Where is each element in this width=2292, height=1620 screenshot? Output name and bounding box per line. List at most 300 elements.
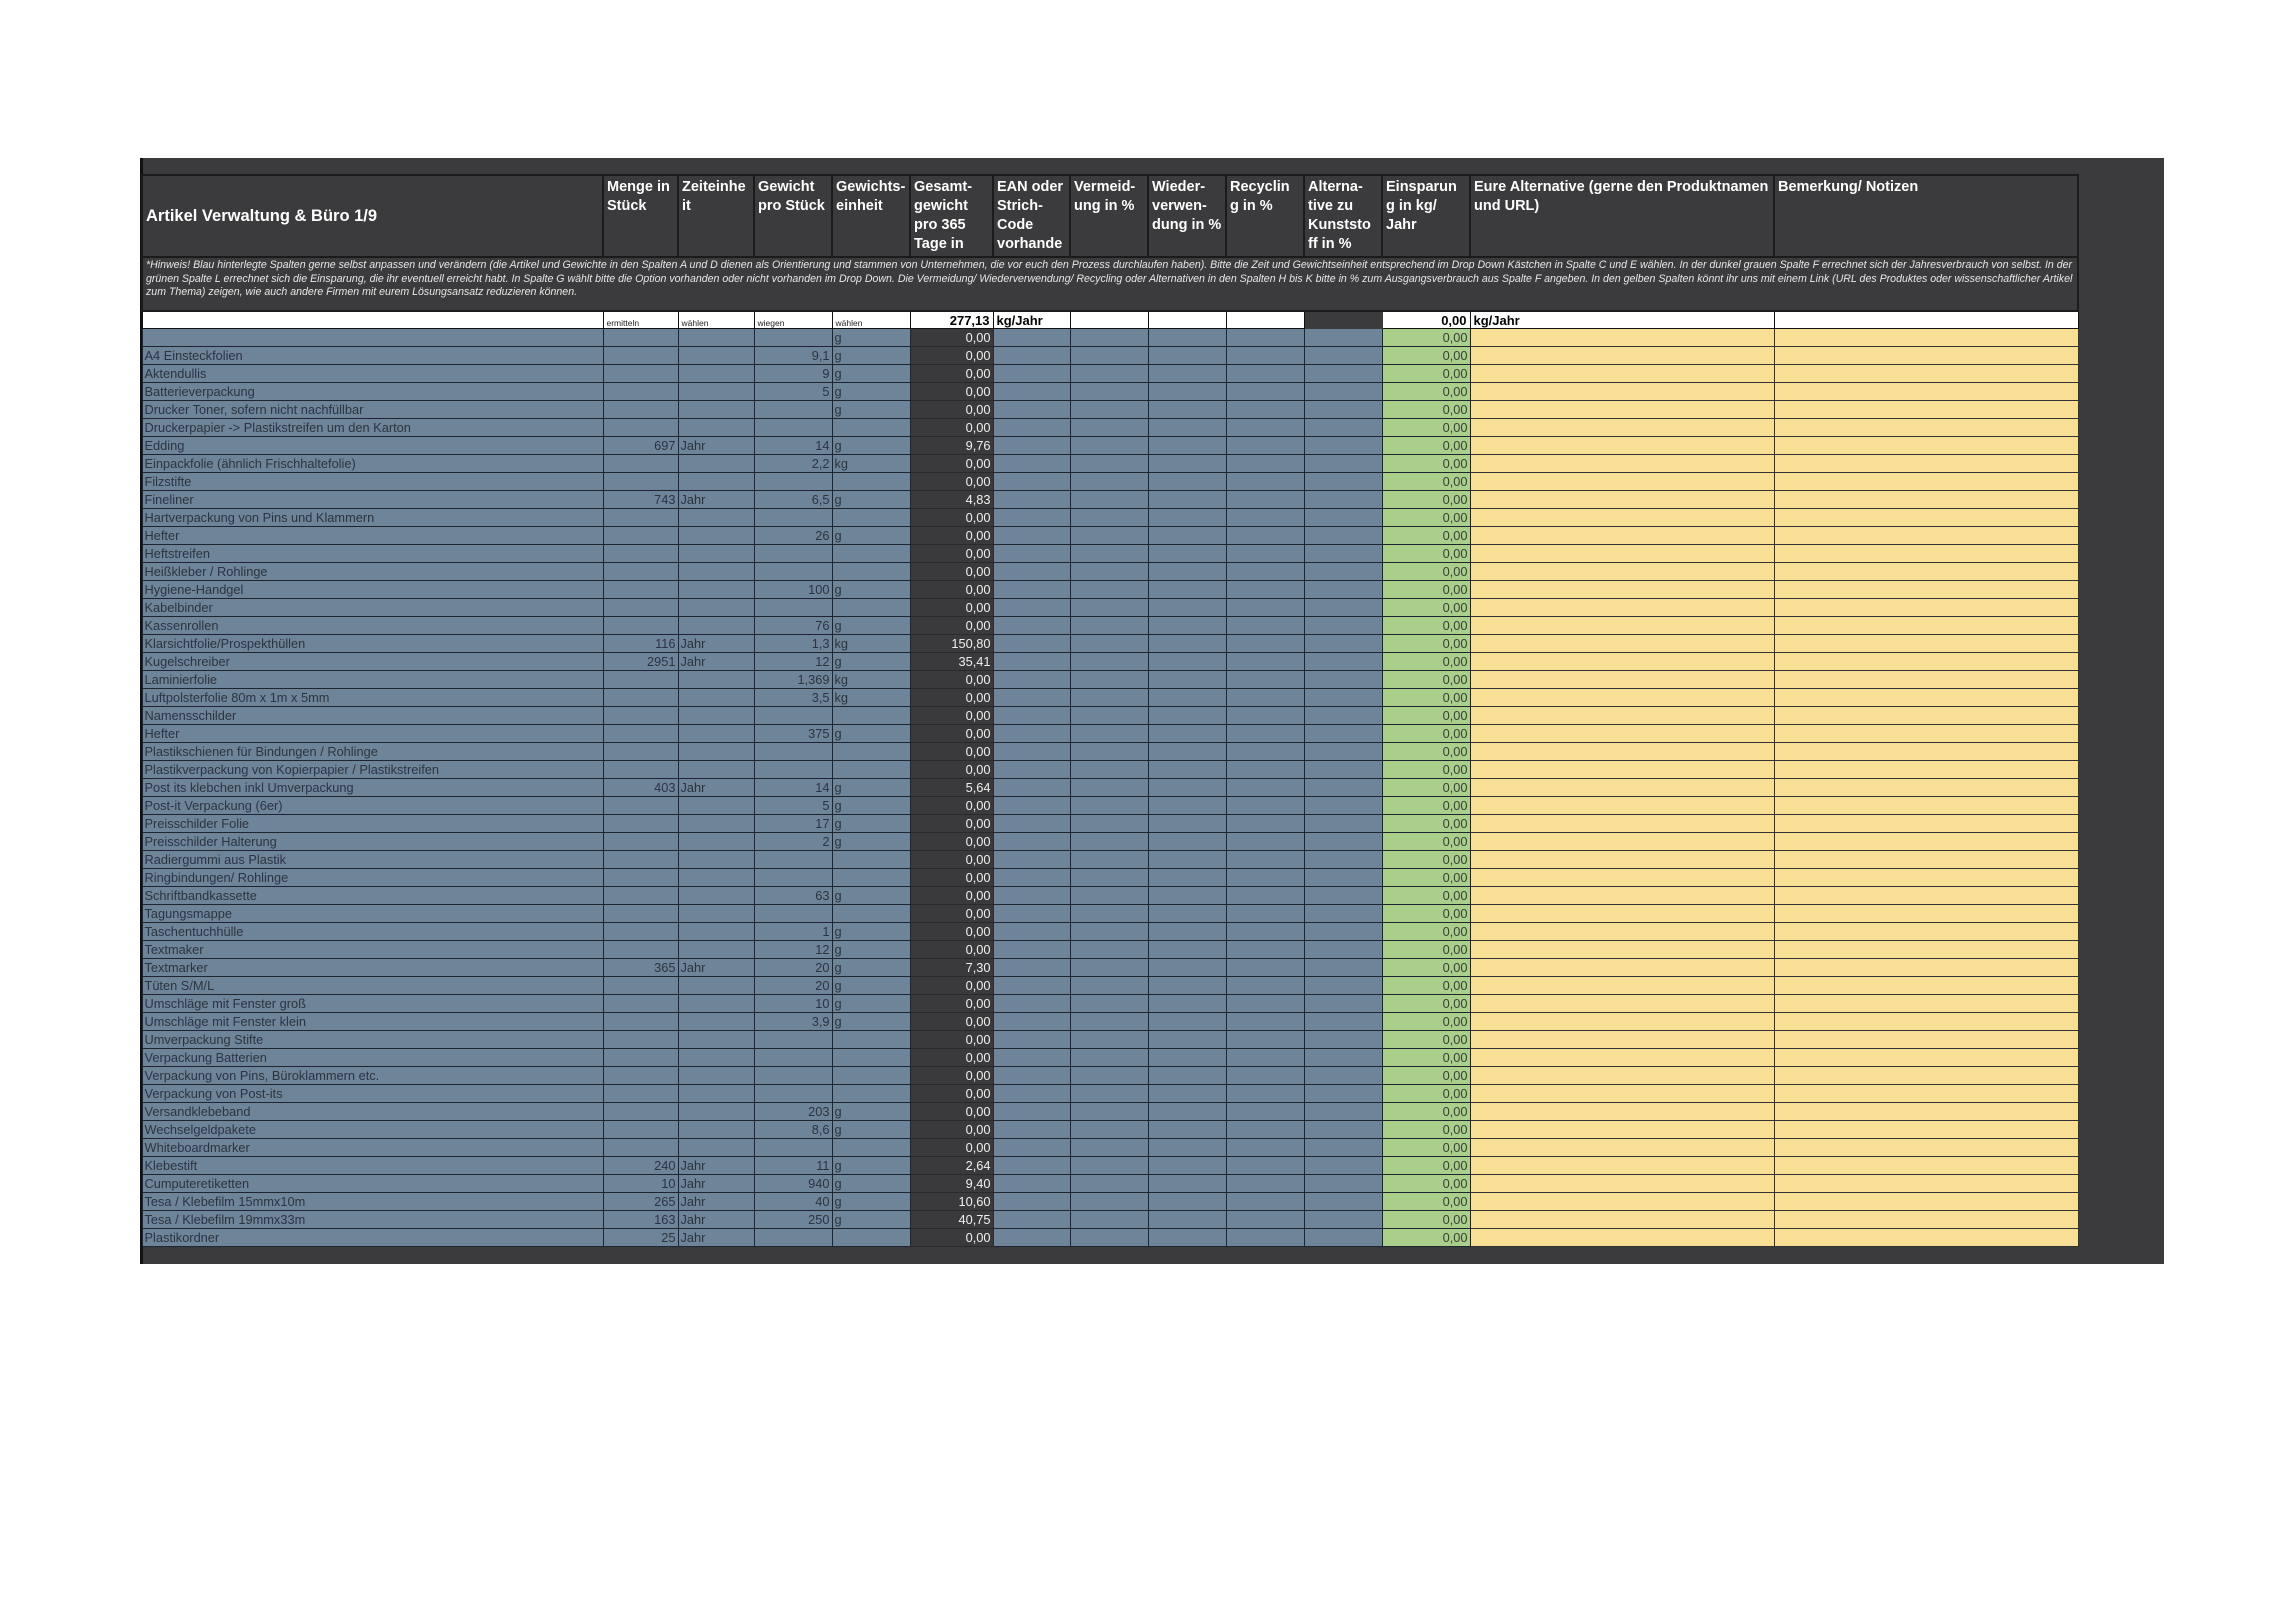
cell-eure-alternative[interactable] (1470, 958, 1774, 976)
cell-gewicht[interactable]: 1,369 (754, 670, 832, 688)
cell-gewichtseinheit[interactable]: g (832, 436, 910, 454)
cell-menge[interactable]: 265 (603, 1192, 678, 1210)
cell-zeiteinheit[interactable] (678, 850, 754, 868)
cell-recycling[interactable] (1226, 922, 1304, 940)
cell-alternative-kunststoff[interactable] (1304, 1174, 1382, 1192)
cell-eure-alternative[interactable] (1470, 616, 1774, 634)
cell-menge[interactable]: 116 (603, 634, 678, 652)
cell-ean[interactable] (993, 922, 1070, 940)
cell-menge[interactable] (603, 796, 678, 814)
cell-vermeidung[interactable] (1070, 1030, 1148, 1048)
cell-menge[interactable] (603, 472, 678, 490)
cell-bemerkung[interactable] (1774, 1048, 2078, 1066)
cell-alternative-kunststoff[interactable] (1304, 670, 1382, 688)
cell-gewicht[interactable] (754, 1066, 832, 1084)
cell-alternative-kunststoff[interactable] (1304, 742, 1382, 760)
cell-artikel[interactable]: Preisschilder Halterung (142, 832, 603, 850)
cell-eure-alternative[interactable] (1470, 1012, 1774, 1030)
cell-gewicht[interactable] (754, 508, 832, 526)
cell-wiederverwendung[interactable] (1148, 1192, 1226, 1210)
cell-eure-alternative[interactable] (1470, 1228, 1774, 1246)
cell-gewichtseinheit[interactable] (832, 562, 910, 580)
cell-vermeidung[interactable] (1070, 382, 1148, 400)
cell-gewicht[interactable]: 76 (754, 616, 832, 634)
cell-zeiteinheit[interactable]: Jahr (678, 1228, 754, 1246)
cell-eure-alternative[interactable] (1470, 1084, 1774, 1102)
cell-gewichtseinheit[interactable]: g (832, 346, 910, 364)
cell-ean[interactable] (993, 832, 1070, 850)
cell-alternative-kunststoff[interactable] (1304, 850, 1382, 868)
cell-artikel[interactable]: Tesa / Klebefilm 19mmx33m (142, 1210, 603, 1228)
cell-bemerkung[interactable] (1774, 1174, 2078, 1192)
cell-recycling[interactable] (1226, 796, 1304, 814)
cell-recycling[interactable] (1226, 868, 1304, 886)
cell-vermeidung[interactable] (1070, 490, 1148, 508)
cell-menge[interactable]: 2951 (603, 652, 678, 670)
cell-gewichtseinheit[interactable] (832, 1030, 910, 1048)
cell-bemerkung[interactable] (1774, 1156, 2078, 1174)
cell-vermeidung[interactable] (1070, 994, 1148, 1012)
cell-zeiteinheit[interactable]: Jahr (678, 1174, 754, 1192)
cell-zeiteinheit[interactable] (678, 472, 754, 490)
cell-bemerkung[interactable] (1774, 976, 2078, 994)
cell-menge[interactable] (603, 940, 678, 958)
cell-alternative-kunststoff[interactable] (1304, 1156, 1382, 1174)
cell-gewicht[interactable]: 100 (754, 580, 832, 598)
cell-alternative-kunststoff[interactable] (1304, 328, 1382, 346)
cell-ean[interactable] (993, 418, 1070, 436)
cell-gewichtseinheit[interactable]: g (832, 814, 910, 832)
cell-menge[interactable] (603, 868, 678, 886)
cell-ean[interactable] (993, 1210, 1070, 1228)
cell-gewicht[interactable] (754, 1228, 832, 1246)
cell-artikel[interactable]: Hygiene-Handgel (142, 580, 603, 598)
cell-alternative-kunststoff[interactable] (1304, 868, 1382, 886)
cell-zeiteinheit[interactable] (678, 562, 754, 580)
cell-gewicht[interactable]: 9,1 (754, 346, 832, 364)
cell-alternative-kunststoff[interactable] (1304, 1048, 1382, 1066)
cell-zeiteinheit[interactable] (678, 940, 754, 958)
cell-artikel[interactable]: Umschläge mit Fenster klein (142, 1012, 603, 1030)
cell-menge[interactable] (603, 508, 678, 526)
cell-bemerkung[interactable] (1774, 508, 2078, 526)
cell-gewichtseinheit[interactable]: g (832, 1192, 910, 1210)
cell-gewicht[interactable]: 20 (754, 958, 832, 976)
cell-zeiteinheit[interactable]: Jahr (678, 1156, 754, 1174)
cell-gewicht[interactable]: 1 (754, 922, 832, 940)
cell-gewichtseinheit[interactable] (832, 706, 910, 724)
cell-vermeidung[interactable] (1070, 580, 1148, 598)
cell-alternative-kunststoff[interactable] (1304, 616, 1382, 634)
cell-gewicht[interactable]: 40 (754, 1192, 832, 1210)
cell-vermeidung[interactable] (1070, 616, 1148, 634)
cell-wiederverwendung[interactable] (1148, 1102, 1226, 1120)
cell-artikel[interactable]: Plastikschienen für Bindungen / Rohlinge (142, 742, 603, 760)
cell-artikel[interactable]: Taschentuchhülle (142, 922, 603, 940)
cell-wiederverwendung[interactable] (1148, 1066, 1226, 1084)
cell-zeiteinheit[interactable] (678, 1030, 754, 1048)
cell-recycling[interactable] (1226, 1192, 1304, 1210)
cell-wiederverwendung[interactable] (1148, 364, 1226, 382)
cell-artikel[interactable]: Tesa / Klebefilm 15mmx10m (142, 1192, 603, 1210)
cell-vermeidung[interactable] (1070, 1048, 1148, 1066)
cell-alternative-kunststoff[interactable] (1304, 904, 1382, 922)
cell-artikel[interactable]: Edding (142, 436, 603, 454)
cell-recycling[interactable] (1226, 1228, 1304, 1246)
cell-ean[interactable] (993, 1138, 1070, 1156)
cell-menge[interactable] (603, 706, 678, 724)
cell-vermeidung[interactable] (1070, 454, 1148, 472)
cell-gewichtseinheit[interactable]: g (832, 796, 910, 814)
cell-wiederverwendung[interactable] (1148, 868, 1226, 886)
cell-gewichtseinheit[interactable]: g (832, 778, 910, 796)
cell-recycling[interactable] (1226, 472, 1304, 490)
cell-zeiteinheit[interactable]: Jahr (678, 778, 754, 796)
cell-ean[interactable] (993, 544, 1070, 562)
cell-recycling[interactable] (1226, 1084, 1304, 1102)
cell-vermeidung[interactable] (1070, 1156, 1148, 1174)
cell-vermeidung[interactable] (1070, 670, 1148, 688)
cell-artikel[interactable]: Verpackung von Post-its (142, 1084, 603, 1102)
cell-recycling[interactable] (1226, 814, 1304, 832)
cell-zeiteinheit[interactable]: Jahr (678, 436, 754, 454)
cell-ean[interactable] (993, 454, 1070, 472)
cell-ean[interactable] (993, 850, 1070, 868)
cell-wiederverwendung[interactable] (1148, 670, 1226, 688)
cell-ean[interactable] (993, 706, 1070, 724)
cell-wiederverwendung[interactable] (1148, 346, 1226, 364)
cell-artikel[interactable]: Umschläge mit Fenster groß (142, 994, 603, 1012)
cell-alternative-kunststoff[interactable] (1304, 1210, 1382, 1228)
cell-gewicht[interactable]: 3,5 (754, 688, 832, 706)
cell-wiederverwendung[interactable] (1148, 1012, 1226, 1030)
cell-recycling[interactable] (1226, 1138, 1304, 1156)
cell-eure-alternative[interactable] (1470, 1102, 1774, 1120)
cell-artikel[interactable]: Textmaker (142, 940, 603, 958)
cell-gewichtseinheit[interactable]: g (832, 400, 910, 418)
cell-gewicht[interactable] (754, 868, 832, 886)
cell-alternative-kunststoff[interactable] (1304, 1012, 1382, 1030)
cell-eure-alternative[interactable] (1470, 418, 1774, 436)
cell-ean[interactable] (993, 1102, 1070, 1120)
cell-menge[interactable] (603, 400, 678, 418)
cell-eure-alternative[interactable] (1470, 472, 1774, 490)
cell-eure-alternative[interactable] (1470, 1048, 1774, 1066)
cell-gewichtseinheit[interactable]: g (832, 616, 910, 634)
cell-vermeidung[interactable] (1070, 1210, 1148, 1228)
cell-bemerkung[interactable] (1774, 400, 2078, 418)
cell-menge[interactable] (603, 562, 678, 580)
cell-ean[interactable] (993, 346, 1070, 364)
cell-gewichtseinheit[interactable] (832, 598, 910, 616)
cell-menge[interactable]: 240 (603, 1156, 678, 1174)
cell-alternative-kunststoff[interactable] (1304, 364, 1382, 382)
cell-alternative-kunststoff[interactable] (1304, 940, 1382, 958)
cell-menge[interactable] (603, 670, 678, 688)
cell-bemerkung[interactable] (1774, 688, 2078, 706)
cell-wiederverwendung[interactable] (1148, 976, 1226, 994)
cell-ean[interactable] (993, 1012, 1070, 1030)
cell-bemerkung[interactable] (1774, 868, 2078, 886)
cell-recycling[interactable] (1226, 364, 1304, 382)
cell-gewichtseinheit[interactable]: g (832, 958, 910, 976)
cell-vermeidung[interactable] (1070, 1192, 1148, 1210)
cell-alternative-kunststoff[interactable] (1304, 1030, 1382, 1048)
cell-bemerkung[interactable] (1774, 454, 2078, 472)
cell-gewicht[interactable]: 11 (754, 1156, 832, 1174)
cell-gewichtseinheit[interactable]: kg (832, 688, 910, 706)
cell-eure-alternative[interactable] (1470, 850, 1774, 868)
cell-menge[interactable] (603, 526, 678, 544)
cell-alternative-kunststoff[interactable] (1304, 760, 1382, 778)
cell-vermeidung[interactable] (1070, 652, 1148, 670)
cell-gewicht[interactable] (754, 418, 832, 436)
cell-ean[interactable] (993, 760, 1070, 778)
cell-gewichtseinheit[interactable]: g (832, 1120, 910, 1138)
cell-vermeidung[interactable] (1070, 1084, 1148, 1102)
cell-alternative-kunststoff[interactable] (1304, 922, 1382, 940)
cell-zeiteinheit[interactable] (678, 976, 754, 994)
cell-vermeidung[interactable] (1070, 814, 1148, 832)
cell-wiederverwendung[interactable] (1148, 652, 1226, 670)
cell-gewichtseinheit[interactable]: g (832, 1156, 910, 1174)
cell-menge[interactable] (603, 1048, 678, 1066)
cell-artikel[interactable]: Namensschilder (142, 706, 603, 724)
cell-vermeidung[interactable] (1070, 688, 1148, 706)
cell-eure-alternative[interactable] (1470, 1066, 1774, 1084)
cell-vermeidung[interactable] (1070, 526, 1148, 544)
cell-wiederverwendung[interactable] (1148, 1138, 1226, 1156)
cell-artikel[interactable]: Kassenrollen (142, 616, 603, 634)
cell-artikel[interactable]: Fineliner (142, 490, 603, 508)
cell-bemerkung[interactable] (1774, 526, 2078, 544)
cell-eure-alternative[interactable] (1470, 832, 1774, 850)
cell-wiederverwendung[interactable] (1148, 832, 1226, 850)
cell-ean[interactable] (993, 652, 1070, 670)
cell-bemerkung[interactable] (1774, 1066, 2078, 1084)
cell-menge[interactable] (603, 742, 678, 760)
cell-gewicht[interactable]: 12 (754, 652, 832, 670)
cell-artikel[interactable]: Umverpackung Stifte (142, 1030, 603, 1048)
cell-zeiteinheit[interactable] (678, 724, 754, 742)
cell-zeiteinheit[interactable] (678, 328, 754, 346)
cell-alternative-kunststoff[interactable] (1304, 418, 1382, 436)
cell-gewichtseinheit[interactable]: kg (832, 634, 910, 652)
cell-recycling[interactable] (1226, 940, 1304, 958)
cell-recycling[interactable] (1226, 1156, 1304, 1174)
cell-wiederverwendung[interactable] (1148, 1030, 1226, 1048)
cell-zeiteinheit[interactable] (678, 616, 754, 634)
cell-bemerkung[interactable] (1774, 562, 2078, 580)
cell-wiederverwendung[interactable] (1148, 598, 1226, 616)
cell-recycling[interactable] (1226, 832, 1304, 850)
cell-alternative-kunststoff[interactable] (1304, 598, 1382, 616)
cell-wiederverwendung[interactable] (1148, 724, 1226, 742)
cell-zeiteinheit[interactable] (678, 742, 754, 760)
cell-zeiteinheit[interactable] (678, 382, 754, 400)
cell-eure-alternative[interactable] (1470, 1210, 1774, 1228)
cell-eure-alternative[interactable] (1470, 742, 1774, 760)
cell-recycling[interactable] (1226, 490, 1304, 508)
cell-menge[interactable] (603, 760, 678, 778)
cell-zeiteinheit[interactable]: Jahr (678, 634, 754, 652)
cell-bemerkung[interactable] (1774, 922, 2078, 940)
cell-recycling[interactable] (1226, 652, 1304, 670)
cell-eure-alternative[interactable] (1470, 1174, 1774, 1192)
cell-vermeidung[interactable] (1070, 436, 1148, 454)
cell-wiederverwendung[interactable] (1148, 742, 1226, 760)
cell-ean[interactable] (993, 400, 1070, 418)
cell-gewichtseinheit[interactable]: g (832, 1210, 910, 1228)
cell-ean[interactable] (993, 616, 1070, 634)
cell-artikel[interactable]: Filzstifte (142, 472, 603, 490)
cell-ean[interactable] (993, 1228, 1070, 1246)
cell-menge[interactable] (603, 994, 678, 1012)
cell-alternative-kunststoff[interactable] (1304, 490, 1382, 508)
cell-recycling[interactable] (1226, 742, 1304, 760)
cell-ean[interactable] (993, 328, 1070, 346)
cell-alternative-kunststoff[interactable] (1304, 382, 1382, 400)
cell-recycling[interactable] (1226, 508, 1304, 526)
cell-bemerkung[interactable] (1774, 742, 2078, 760)
cell-recycling[interactable] (1226, 1210, 1304, 1228)
cell-gewicht[interactable] (754, 1030, 832, 1048)
cell-wiederverwendung[interactable] (1148, 472, 1226, 490)
cell-zeiteinheit[interactable]: Jahr (678, 1192, 754, 1210)
cell-alternative-kunststoff[interactable] (1304, 544, 1382, 562)
cell-bemerkung[interactable] (1774, 814, 2078, 832)
cell-vermeidung[interactable] (1070, 886, 1148, 904)
cell-gewicht[interactable] (754, 904, 832, 922)
cell-eure-alternative[interactable] (1470, 598, 1774, 616)
cell-menge[interactable] (603, 1030, 678, 1048)
cell-wiederverwendung[interactable] (1148, 382, 1226, 400)
cell-zeiteinheit[interactable] (678, 364, 754, 382)
cell-bemerkung[interactable] (1774, 634, 2078, 652)
cell-eure-alternative[interactable] (1470, 796, 1774, 814)
cell-bemerkung[interactable] (1774, 760, 2078, 778)
cell-zeiteinheit[interactable] (678, 1048, 754, 1066)
cell-gewichtseinheit[interactable]: g (832, 886, 910, 904)
cell-alternative-kunststoff[interactable] (1304, 832, 1382, 850)
cell-artikel[interactable]: Hefter (142, 526, 603, 544)
cell-recycling[interactable] (1226, 1030, 1304, 1048)
cell-artikel[interactable]: Druckerpapier -> Plastikstreifen um den Karton (142, 418, 603, 436)
cell-ean[interactable] (993, 436, 1070, 454)
cell-eure-alternative[interactable] (1470, 994, 1774, 1012)
cell-gewicht[interactable]: 250 (754, 1210, 832, 1228)
cell-artikel[interactable]: Hartverpackung von Pins und Klammern (142, 508, 603, 526)
cell-wiederverwendung[interactable] (1148, 1228, 1226, 1246)
cell-bemerkung[interactable] (1774, 616, 2078, 634)
cell-gewicht[interactable]: 12 (754, 940, 832, 958)
cell-wiederverwendung[interactable] (1148, 580, 1226, 598)
cell-gewichtseinheit[interactable]: g (832, 526, 910, 544)
cell-vermeidung[interactable] (1070, 742, 1148, 760)
cell-wiederverwendung[interactable] (1148, 796, 1226, 814)
cell-zeiteinheit[interactable]: Jahr (678, 490, 754, 508)
cell-gewichtseinheit[interactable] (832, 850, 910, 868)
cell-gewichtseinheit[interactable] (832, 418, 910, 436)
cell-alternative-kunststoff[interactable] (1304, 886, 1382, 904)
cell-recycling[interactable] (1226, 760, 1304, 778)
cell-ean[interactable] (993, 382, 1070, 400)
cell-wiederverwendung[interactable] (1148, 400, 1226, 418)
cell-vermeidung[interactable] (1070, 1138, 1148, 1156)
cell-gewichtseinheit[interactable] (832, 742, 910, 760)
cell-bemerkung[interactable] (1774, 670, 2078, 688)
cell-zeiteinheit[interactable] (678, 994, 754, 1012)
cell-eure-alternative[interactable] (1470, 1030, 1774, 1048)
cell-artikel[interactable]: Drucker Toner, sofern nicht nachfüllbar (142, 400, 603, 418)
cell-artikel[interactable]: Schriftbandkassette (142, 886, 603, 904)
cell-eure-alternative[interactable] (1470, 490, 1774, 508)
cell-recycling[interactable] (1226, 400, 1304, 418)
cell-vermeidung[interactable] (1070, 634, 1148, 652)
cell-recycling[interactable] (1226, 688, 1304, 706)
cell-recycling[interactable] (1226, 1102, 1304, 1120)
cell-alternative-kunststoff[interactable] (1304, 1102, 1382, 1120)
cell-artikel[interactable]: Tagungsmappe (142, 904, 603, 922)
cell-recycling[interactable] (1226, 562, 1304, 580)
cell-vermeidung[interactable] (1070, 958, 1148, 976)
cell-recycling[interactable] (1226, 976, 1304, 994)
cell-ean[interactable] (993, 1192, 1070, 1210)
cell-artikel[interactable]: Heftstreifen (142, 544, 603, 562)
cell-bemerkung[interactable] (1774, 364, 2078, 382)
cell-zeiteinheit[interactable] (678, 688, 754, 706)
cell-wiederverwendung[interactable] (1148, 922, 1226, 940)
cell-gewicht[interactable]: 26 (754, 526, 832, 544)
cell-alternative-kunststoff[interactable] (1304, 346, 1382, 364)
cell-eure-alternative[interactable] (1470, 544, 1774, 562)
cell-bemerkung[interactable] (1774, 1012, 2078, 1030)
cell-eure-alternative[interactable] (1470, 922, 1774, 940)
cell-menge[interactable]: 403 (603, 778, 678, 796)
cell-ean[interactable] (993, 508, 1070, 526)
cell-gewichtseinheit[interactable]: g (832, 1174, 910, 1192)
cell-zeiteinheit[interactable] (678, 1102, 754, 1120)
cell-wiederverwendung[interactable] (1148, 634, 1226, 652)
cell-wiederverwendung[interactable] (1148, 1048, 1226, 1066)
cell-zeiteinheit[interactable] (678, 814, 754, 832)
cell-eure-alternative[interactable] (1470, 652, 1774, 670)
cell-vermeidung[interactable] (1070, 364, 1148, 382)
cell-gewichtseinheit[interactable] (832, 904, 910, 922)
cell-zeiteinheit[interactable] (678, 1138, 754, 1156)
cell-ean[interactable] (993, 940, 1070, 958)
cell-ean[interactable] (993, 742, 1070, 760)
cell-menge[interactable] (603, 328, 678, 346)
cell-recycling[interactable] (1226, 706, 1304, 724)
cell-menge[interactable] (603, 886, 678, 904)
cell-gewichtseinheit[interactable]: g (832, 382, 910, 400)
cell-artikel[interactable]: Hefter (142, 724, 603, 742)
cell-zeiteinheit[interactable] (678, 760, 754, 778)
cell-ean[interactable] (993, 1030, 1070, 1048)
cell-zeiteinheit[interactable] (678, 346, 754, 364)
cell-gewichtseinheit[interactable]: kg (832, 670, 910, 688)
cell-artikel[interactable]: Luftpolsterfolie 80m x 1m x 5mm (142, 688, 603, 706)
cell-vermeidung[interactable] (1070, 850, 1148, 868)
cell-ean[interactable] (993, 1120, 1070, 1138)
cell-zeiteinheit[interactable] (678, 544, 754, 562)
cell-artikel[interactable]: Ringbindungen/ Rohlinge (142, 868, 603, 886)
cell-eure-alternative[interactable] (1470, 1192, 1774, 1210)
cell-eure-alternative[interactable] (1470, 580, 1774, 598)
cell-eure-alternative[interactable] (1470, 904, 1774, 922)
cell-wiederverwendung[interactable] (1148, 454, 1226, 472)
